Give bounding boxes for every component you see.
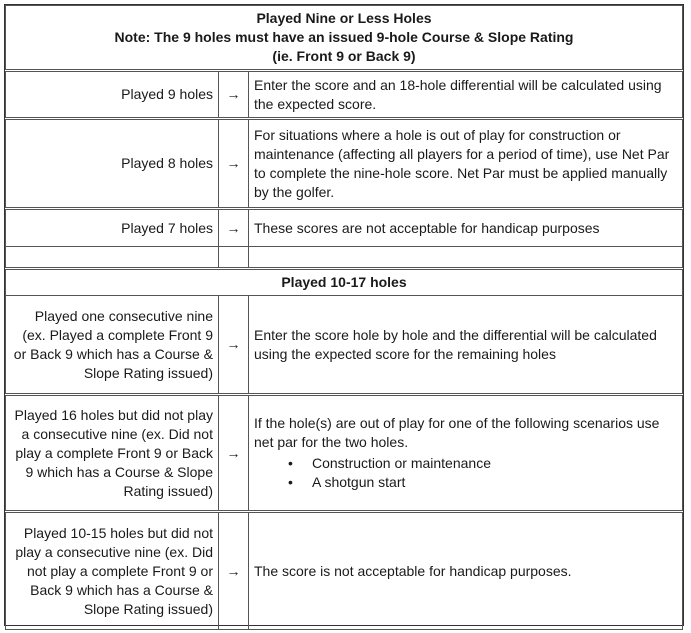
table-row — [6, 395, 683, 512]
arrow-right-icon: → — [219, 296, 249, 395]
section1-header — [6, 6, 683, 71]
list-item: • A shotgun start — [288, 473, 677, 492]
spacer-row — [6, 247, 683, 269]
table-row — [6, 296, 683, 395]
arrow-right-icon: → — [219, 512, 249, 630]
row-label: Played 8 holes — [6, 119, 219, 209]
row-description: These scores are not acceptable for handicap purposes — [249, 209, 683, 247]
arrow-right-icon: → — [219, 119, 249, 209]
row-description-text: If the hole(s) are out of play for one of the following scenarios use net par for the two holes. — [254, 415, 660, 450]
row-label: Played 7 holes — [6, 209, 219, 247]
row-label: Played one consecutive nine (ex. Played a complete Front 9 or Back 9 which has a Course & Slope Rating issued) — [6, 296, 219, 395]
row-description: Enter the score and an 18-hole differential will be calculated using the expected score. — [249, 71, 683, 119]
row-label: Played 16 holes but did not play a consecutive nine (ex. Did not play a complete Front 9 or Back 9 which has a Course & Slope Rating issued) — [6, 395, 219, 512]
table-row — [6, 119, 683, 209]
row-description: The score is not acceptable for handicap purposes. — [249, 512, 683, 630]
row-label: Played 9 holes — [6, 71, 219, 119]
table-row — [6, 512, 683, 630]
handicap-rules-document — [4, 4, 684, 626]
row-description: For situations where a hole is out of play for construction or maintenance (affecting all players for a period of time), use Net Par to complete the nine-hole score. Net Par must be applied manually by the golfer. — [249, 119, 683, 209]
row-description: Enter the score hole by hole and the differential will be calculated using the expected score for the remaining holes — [249, 296, 683, 395]
rules-table — [5, 5, 683, 630]
row-description — [249, 395, 683, 512]
list-item: • Construction or maintenance — [288, 454, 677, 473]
arrow-right-icon: → — [219, 395, 249, 512]
section1-note-example: (ie. Front 9 or Back 9) — [272, 48, 416, 64]
table-row — [6, 71, 683, 119]
section2-title: Played 10-17 holes — [6, 269, 683, 296]
section1-note: Note: The 9 holes must have an issued 9-hole Course & Slope Rating — [114, 29, 574, 45]
row-label: Played 10-15 holes but did not play a consecutive nine (ex. Did not play a complete Front 9 or Back 9 which has a Course & Slope Rating issued) — [6, 512, 219, 630]
scenario-list — [254, 454, 677, 492]
section1-title: Played Nine or Less Holes — [256, 10, 432, 26]
arrow-right-icon: → — [219, 71, 249, 119]
arrow-right-icon: → — [219, 209, 249, 247]
table-row — [6, 209, 683, 247]
